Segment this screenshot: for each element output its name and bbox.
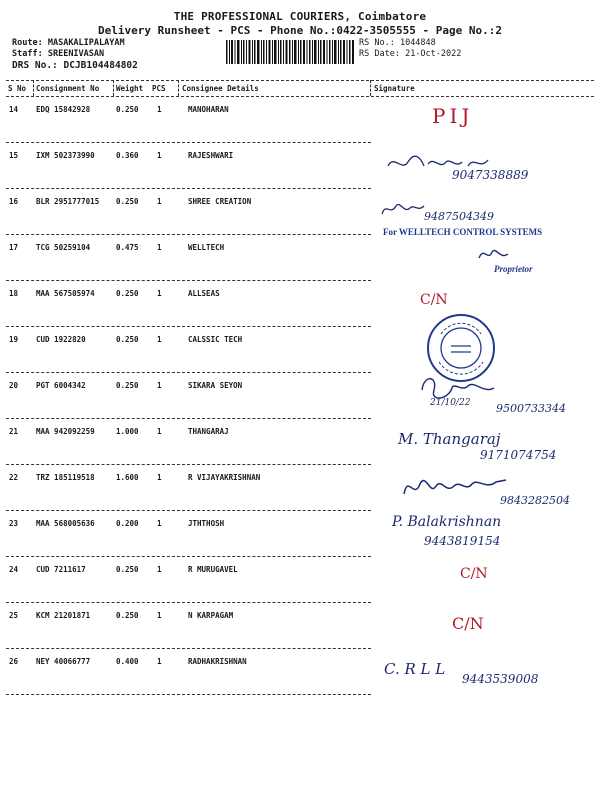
col-header-consignee: Consignee Details [182,84,259,93]
row-pcs: 1 [157,243,162,252]
row-sno: 17 [9,243,19,252]
rs-no-line [359,38,461,49]
col-divider [113,80,114,96]
row-consignment: MAA 942092259 [36,427,95,436]
table-row [0,327,600,373]
route-label: Route: [12,38,43,48]
barcode [226,40,354,64]
row-consignment: TCG 50259104 [36,243,91,252]
signature-22-phone: 9843282504 [500,494,570,507]
row-weight: 0.360 [116,151,139,160]
signature-24: C/N [460,566,488,582]
row-consignee: N KARPAGAM [188,611,234,620]
row-pcs: 1 [157,657,162,666]
signature-14: PIJ [432,104,474,128]
signature-15-phone: 9047338889 [452,168,529,182]
row-sno: 24 [9,565,19,574]
col-divider [178,80,179,96]
row-consignee: SHREE CREATION [188,197,252,206]
staff-line [12,49,138,60]
row-consignment: MAA 567505974 [36,289,95,298]
table-row [0,511,600,557]
row-weight: 0.200 [116,519,139,528]
signature-20-phone: 9500733344 [496,402,566,415]
company-title: THE PROFESSIONAL COURIERS, Coimbatore [173,10,427,23]
signature-18: C/N [420,292,448,308]
row-weight: 0.250 [116,289,139,298]
row-separator [6,694,371,695]
row-consignee: RAJESHWARI [188,151,234,160]
table-row [0,557,600,603]
row-pcs: 1 [157,289,162,298]
signature-23-phone: 9443819154 [424,534,501,548]
row-weight: 0.250 [116,105,139,114]
rs-date-label: RS Date: [359,49,400,59]
col-divider [33,80,34,96]
signature-23-name: P. Balakrishnan [392,514,502,530]
row-consignment: CUD 7211617 [36,565,86,574]
row-sno: 22 [9,473,19,482]
col-header-weight: Weight [116,84,144,93]
row-consignee: WELLTECH [188,243,225,252]
signature-16-stamp: For WELLTECH CONTROL SYSTEMS [383,227,543,237]
row-weight: 0.250 [116,611,139,620]
drs-value: DCJB104484802 [63,60,138,71]
signature-26-name: C. R L L [384,660,446,678]
col-header-signature: Signature [374,84,415,93]
row-consignee: RADHAKRISHNAN [188,657,247,666]
signature-21-name: M. Thangaraj [398,430,501,448]
table-row [0,603,600,649]
signature-17-scribble [476,244,512,264]
row-weight: 1.600 [116,473,139,482]
header-top-rule [6,80,594,81]
row-sno: 20 [9,381,19,390]
row-consignee: R MURUGAVEL [188,565,238,574]
row-pcs: 1 [157,381,162,390]
row-sno: 15 [9,151,19,160]
row-pcs: 1 [157,197,162,206]
table-row [0,97,600,143]
row-pcs: 1 [157,473,162,482]
staff-value: SREENIVASAN [47,49,105,59]
row-pcs: 1 [157,611,162,620]
row-consignment: BLR 2951777015 [36,197,100,206]
row-consignee: CALSSIC TECH [188,335,243,344]
row-sno: 21 [9,427,19,436]
row-consignee: JTHTHOSH [188,519,225,528]
row-pcs: 1 [157,335,162,344]
signature-22-scribble [400,470,510,504]
col-header-consignment: Consignment No [36,84,100,93]
col-divider [370,80,371,96]
signature-16-scribble [378,196,428,220]
drs-line [12,60,138,71]
row-pcs: 1 [157,105,162,114]
row-consignee: R VIJAYAKRISHNAN [188,473,261,482]
signature-26-phone: 9443539008 [462,672,539,686]
signature-25: C/N [452,614,484,633]
row-sno: 18 [9,289,19,298]
row-consignee: ALLSEAS [188,289,220,298]
rs-no-value: 1044848 [399,38,436,48]
row-consignee: MANOHARAN [188,105,229,114]
row-consignment: MAA 568005636 [36,519,95,528]
rs-date-line [359,49,461,60]
row-consignment: EDQ 15842928 [36,105,91,114]
col-header-pcs: PCS [152,84,166,93]
route-line [12,38,138,49]
row-sno: 25 [9,611,19,620]
row-consignment: KCM 21201871 [36,611,91,620]
row-weight: 0.400 [116,657,139,666]
col-header-sno: S No [8,84,27,93]
runsheet-subtitle: Delivery Runsheet - PCS - Phone No.:0422-3505555 - Page No.:2 [98,24,502,37]
row-consignee: THANGARAJ [188,427,229,436]
row-pcs: 1 [157,427,162,436]
signature-17-stamp: Proprietor [494,264,533,274]
drs-label: DRS No.: [12,60,58,71]
row-consignment: TRZ 185119518 [36,473,95,482]
row-weight: 1.000 [116,427,139,436]
row-consignment: IXM 502373990 [36,151,95,160]
rs-no-label: RS No.: [359,38,395,48]
row-pcs: 1 [157,519,162,528]
table-row [0,281,600,327]
row-consignment: CUD 1922820 [36,335,86,344]
row-pcs: 1 [157,565,162,574]
row-weight: 0.250 [116,335,139,344]
route-info [12,38,138,71]
signature-21-phone: 9171074754 [480,448,557,462]
signature-20-date: 21/10/22 [430,398,471,408]
row-weight: 0.475 [116,243,139,252]
row-weight: 0.250 [116,197,139,206]
row-sno: 16 [9,197,19,206]
rs-info [359,38,461,60]
row-sno: 14 [9,105,19,114]
route-value: MASAKALIPALAYAM [47,38,125,48]
row-pcs: 1 [157,151,162,160]
row-weight: 0.250 [116,381,139,390]
row-sno: 23 [9,519,19,528]
signature-16-phone: 9487504349 [424,210,494,223]
staff-label: Staff: [12,49,43,59]
row-weight: 0.250 [116,565,139,574]
row-sno: 26 [9,657,19,666]
row-consignee: SIKARA SEYON [188,381,243,390]
rs-date-value: 21-Oct-2022 [405,49,462,59]
row-consignment: NEY 40066777 [36,657,91,666]
row-sno: 19 [9,335,19,344]
row-consignment: PGT 6004342 [36,381,86,390]
